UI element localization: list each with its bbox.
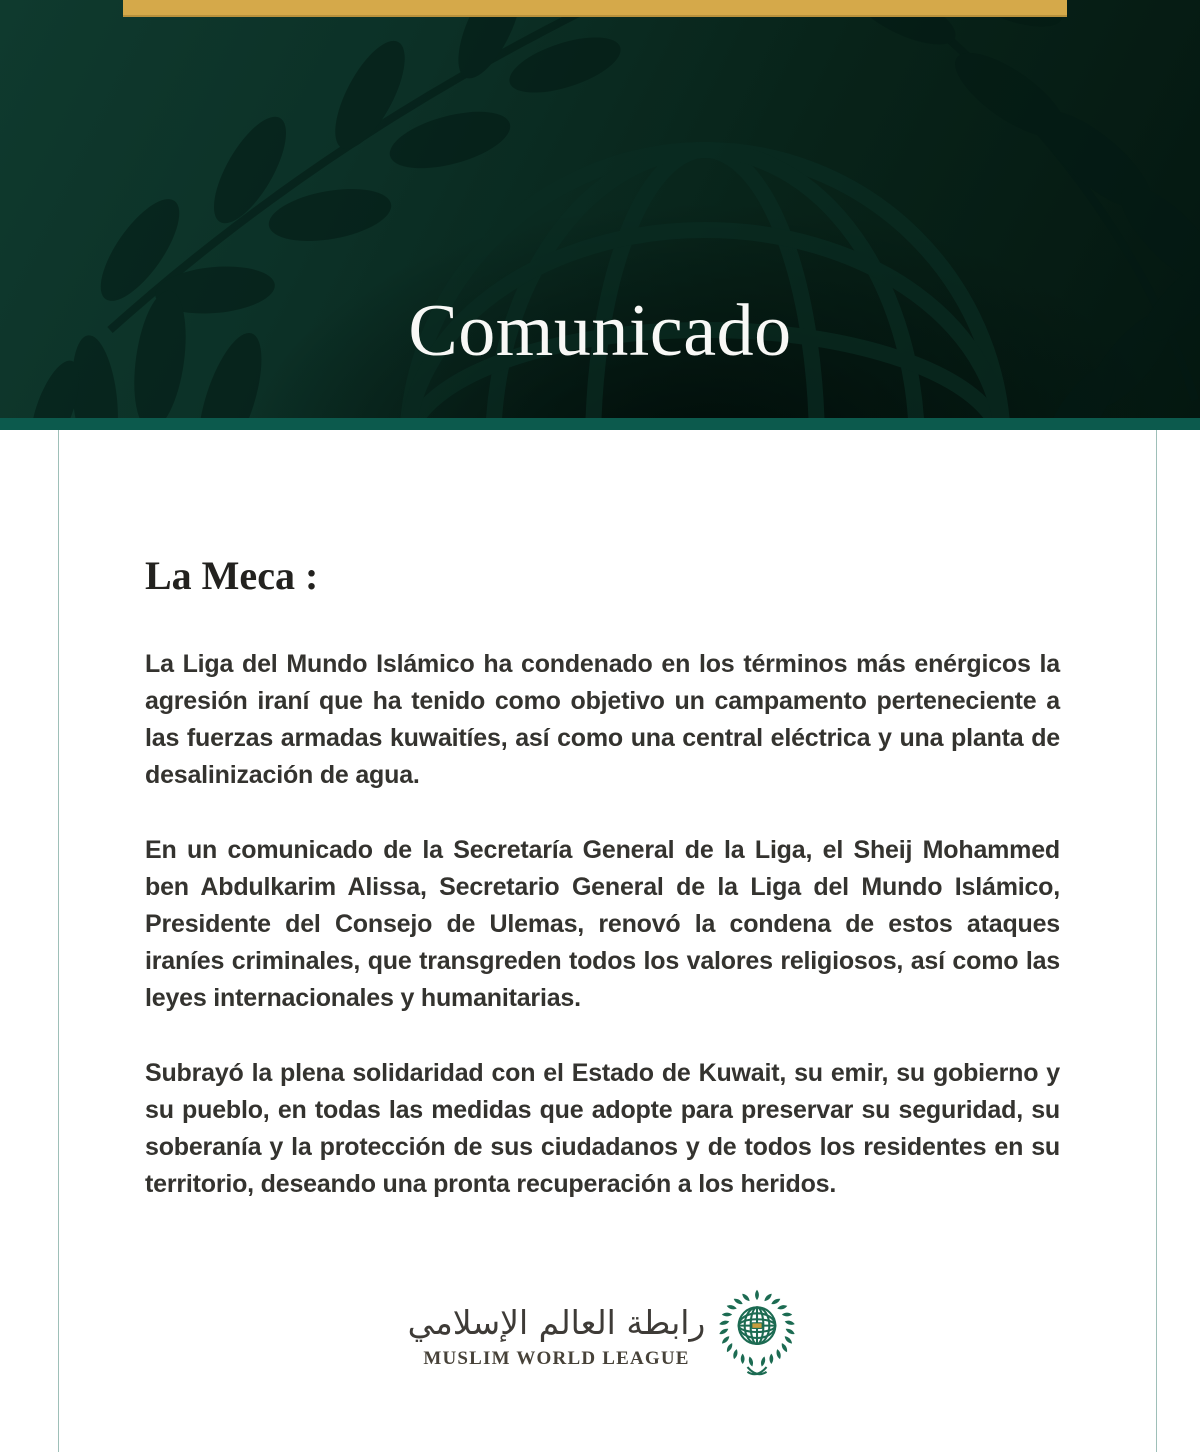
paragraph-1: La Liga del Mundo Islámico ha condenado en los términos más enérgicos la agresión iraní que ha tenido como objetivo un campamento perteneciente a las fuerzas armadas kuwaitíes, así como una central eléctrica y una planta de desalinización de agua.	[145, 650, 1060, 789]
mwl-english-wordmark: MUSLIM WORLD LEAGUE	[423, 1347, 690, 1369]
banner-title: Comunicado	[408, 290, 792, 372]
paragraph-2: En un comunicado de la Secretaría General de la Liga, el Sheij Mohammed ben Abdulkarim Alissa, Secretario General de la Liga del Mundo Islámico, Presidente del Consejo de Ulemas, renovó la condena de estos ataques iraníes criminales, que transgreden todos los valores religiosos, así como las leyes internacionales y humanitarias.	[145, 836, 1060, 1012]
document-sheet	[0, 430, 1200, 1452]
communique-text	[145, 430, 1060, 1383]
teal-divider-bar	[0, 418, 1200, 430]
globe-watermark-icon	[407, 150, 1003, 418]
mwl-logo-lockup	[145, 1289, 1060, 1383]
kaaba-band-icon	[752, 1323, 762, 1329]
wreath-stems-icon	[748, 1367, 767, 1374]
paragraph-3: Subrayó la plena solidaridad con el Estado de Kuwait, su emir, su gobierno y su pueblo, en todas las medidas que adopte para preservar su seguridad, su soberanía y la protección de sus ciudadanos y de todos los residentes en su territorio, deseando una pronta recuperación a los heridos.	[145, 1059, 1060, 1198]
left-vertical-rule	[58, 430, 59, 1452]
right-vertical-rule	[1156, 430, 1157, 1452]
mwl-emblem-icon	[717, 1289, 797, 1383]
banner	[0, 0, 1200, 418]
mwl-arabic-wordmark: رابطة العالم الإسلامي	[407, 1303, 706, 1343]
mwl-logo-names	[408, 1302, 706, 1370]
gold-accent-bar	[123, 0, 1067, 17]
dateline-heading: La Meca :	[145, 553, 319, 598]
